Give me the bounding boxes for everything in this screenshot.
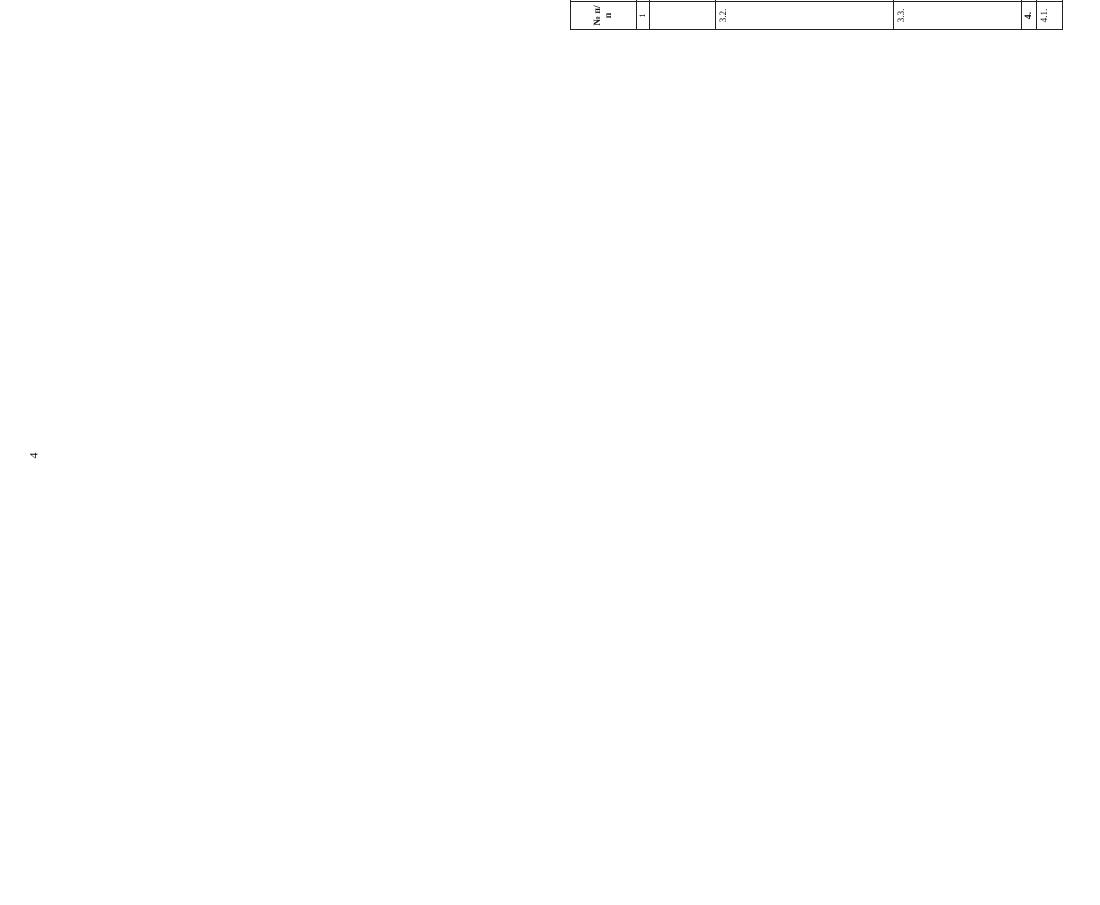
row-number: 3.3. [893,2,1021,30]
measure-name [715,0,893,2]
measures-table [570,0,1063,30]
page-number: 4 [26,452,41,459]
table-row-4-1 [1037,0,1063,30]
header-row [571,0,637,30]
header-num: № п/п [571,2,637,30]
table-row-3-2 [715,0,893,30]
table-row-3-3 [893,0,1021,30]
header-name [571,0,637,2]
subprogram-title [1021,0,1037,2]
row-number: 3.2. [715,2,893,30]
rotated-table-container [570,0,1100,30]
row-number: 4.1. [1037,2,1063,30]
index-row [637,0,650,30]
row-number: 4. [1021,2,1037,30]
table-row-continuation [649,0,715,30]
index-cell [637,0,650,2]
index-cell: 1 [637,2,650,30]
measure-name [1037,0,1063,2]
subprogram-row [1021,0,1037,30]
measure-name [893,0,1021,2]
